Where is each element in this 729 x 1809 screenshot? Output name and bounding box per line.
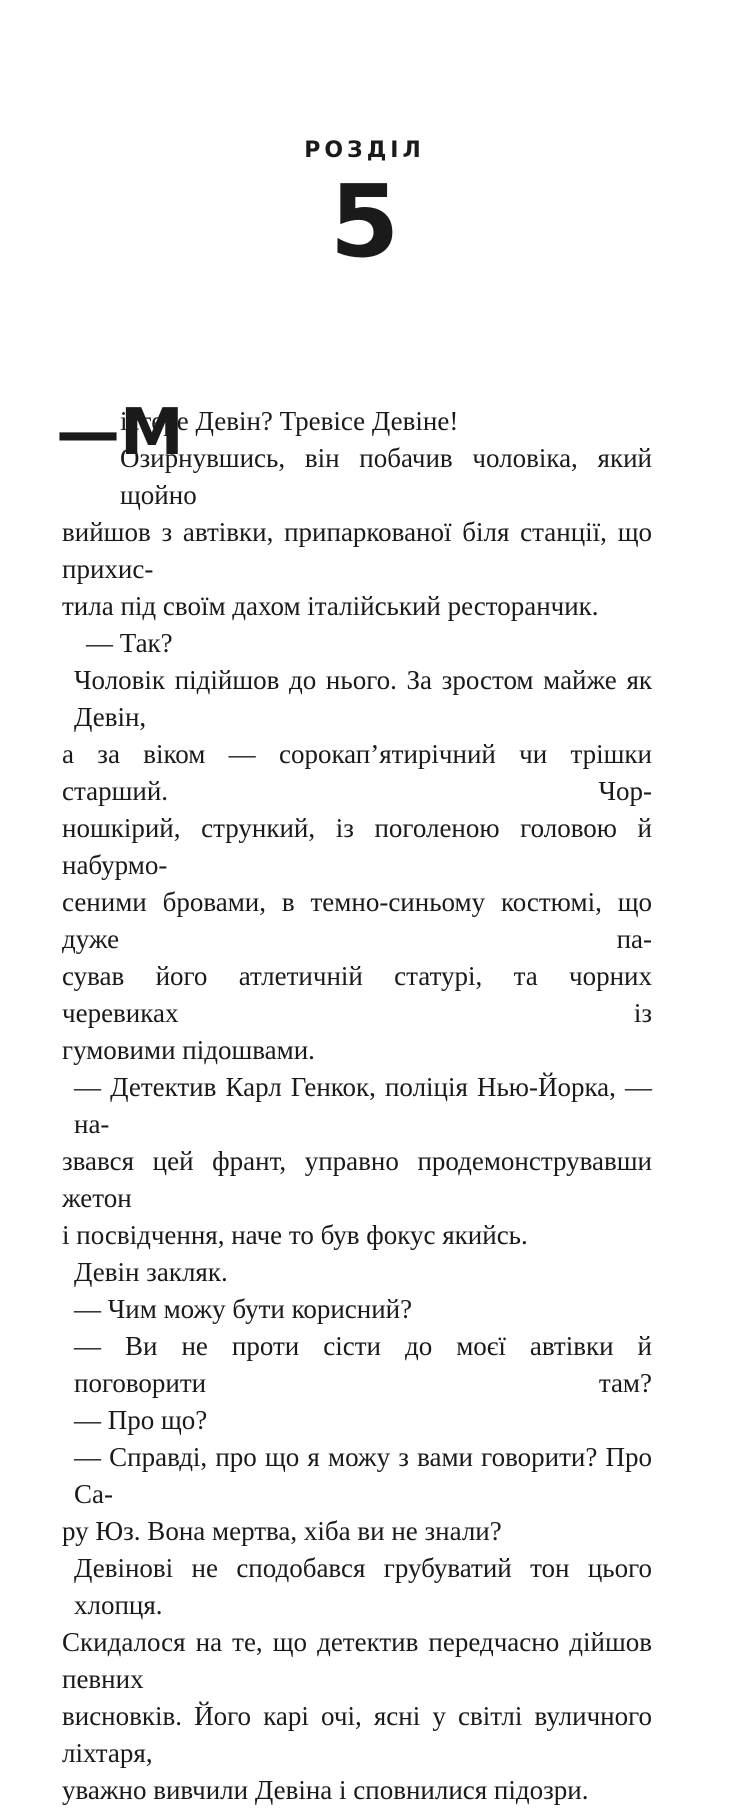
text-line: — Про що? bbox=[74, 1405, 208, 1435]
text-line: звався цей франт, управно продемонструвавши жетон bbox=[62, 1146, 652, 1213]
text-line: сеними бровами, в темно-синьому костюмі, що дуже па- bbox=[62, 887, 652, 954]
text-line: висновків. Його карі очі, ясні у світлі вуличного ліхтаря, bbox=[62, 1701, 652, 1768]
text-line: тила під своїм дахом італійський ресторанчик. bbox=[62, 591, 599, 621]
chapter-number: 5 bbox=[329, 163, 400, 280]
text-line: Озирнувшись, він побачив чоловіка, який щойно bbox=[120, 443, 652, 510]
text-line: Скидалося на те, що детектив передчасно дійшов певних bbox=[62, 1627, 652, 1694]
text-line: Девін закляк. bbox=[74, 1257, 228, 1287]
text-line: — Справді, про що я можу з вами говорити? Про Са- bbox=[74, 1442, 652, 1509]
text-line: Девінові не сподобався грубуватий тон цього хлопця. bbox=[74, 1553, 652, 1620]
text-line: — Чим можу бути корисний? bbox=[74, 1294, 413, 1324]
text-line: і посвідчення, наче то був фокус якийсь. bbox=[62, 1220, 528, 1250]
first-paragraph bbox=[56, 396, 652, 514]
text-line: ру Юз. Вона мертва, хіба ви не знали? bbox=[62, 1516, 502, 1546]
text-line: а за віком — сорокап’ятирічний чи трішки старший. Чор- bbox=[62, 739, 652, 806]
text-line: уважно вивчили Девіна і сповнилися підозри. bbox=[62, 1775, 589, 1805]
body-text bbox=[56, 396, 652, 1809]
chapter-label: РОЗДІЛ bbox=[304, 138, 425, 163]
text-line: — Так? bbox=[86, 628, 173, 658]
text-line: ношкірий, стрункий, із поголеною головою й набурмо- bbox=[62, 813, 652, 880]
text-line: — Ви не проти сісти до моєї автівки й поговорити там? bbox=[74, 1331, 652, 1398]
text-line: вийшов з автівки, припаркованої біля станції, що прихис- bbox=[62, 517, 652, 584]
text-line: — Детектив Карл Генкок, поліція Нью-Йорка, — на- bbox=[74, 1072, 652, 1139]
text-line: гумовими підошвами. bbox=[62, 1035, 315, 1065]
text-line: Чоловік підійшов до нього. За зростом майже як Девін, bbox=[74, 665, 652, 732]
text-line: сував його атлетичній статурі, та чорних черевиках із bbox=[62, 961, 652, 1028]
text-line: істере Девін? Тревісе Девіне! bbox=[120, 406, 459, 436]
drop-cap: —М bbox=[56, 396, 184, 470]
